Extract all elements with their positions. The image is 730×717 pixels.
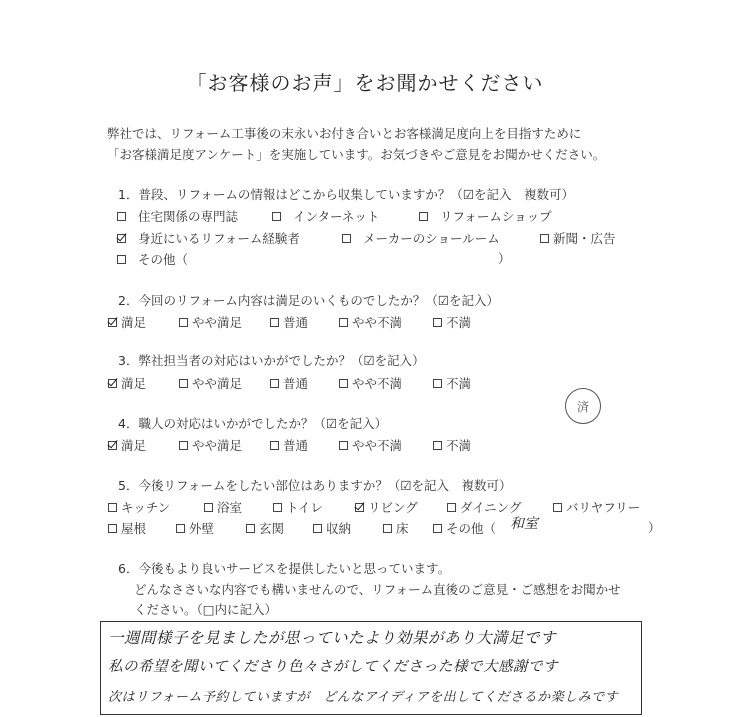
q1-other-close-paren: ） <box>498 251 511 266</box>
q5-option-kitchen[interactable]: キッチン <box>108 498 170 516</box>
q2-option-satisfied[interactable]: 満足 <box>108 313 146 331</box>
q5-option-exterior-wall[interactable]: 外壁 <box>176 519 214 537</box>
checkbox[interactable] <box>204 503 213 512</box>
q5-option-other[interactable]: その他（ <box>433 519 496 537</box>
checkbox[interactable] <box>447 503 456 512</box>
q4-option-somewhat-dissatisfied[interactable]: やや不満 <box>339 436 402 454</box>
q4-option-neutral[interactable]: 普通 <box>270 436 308 454</box>
checkbox[interactable] <box>433 524 442 533</box>
q4-option-satisfied[interactable]: 満足 <box>108 436 146 454</box>
checkbox-checked[interactable] <box>108 441 117 450</box>
checkbox[interactable] <box>270 318 279 327</box>
q3-option-dissatisfied[interactable]: 不満 <box>433 374 471 392</box>
checkbox[interactable] <box>246 524 255 533</box>
q3-option-somewhat-dissatisfied[interactable]: やや不満 <box>339 374 402 392</box>
q1-option-acquaintance[interactable]: 身近にいるリフォーム経験者 <box>117 229 300 247</box>
q5-option-barrier-free[interactable]: バリヤフリー <box>553 498 640 516</box>
q3-option-somewhat-satisfied[interactable]: やや満足 <box>179 374 242 392</box>
comment-line-1: 一週間様子を見ましたが思っていたより効果があり大満足です <box>108 629 557 647</box>
checkbox[interactable] <box>273 503 282 512</box>
q1-option-showroom[interactable]: メーカーのショールーム <box>342 229 500 247</box>
question-4: 4．職人の対応はいかがでしたか？（☑を記入） <box>118 416 388 431</box>
q1-option-reform-shop[interactable]: リフォームショップ <box>419 207 552 225</box>
checkbox-checked[interactable] <box>355 503 364 512</box>
q5-option-toilet[interactable]: トイレ <box>273 498 323 516</box>
q5-other-handwritten: 和室 <box>510 516 538 532</box>
q3-option-satisfied[interactable]: 満足 <box>108 374 146 392</box>
intro-line-1: 弊社では、リフォーム工事後の末永いお付き合いとお客様満足度向上を目指すために <box>107 126 582 141</box>
q3-option-neutral[interactable]: 普通 <box>270 374 308 392</box>
q5-option-living[interactable]: リビング <box>355 498 418 516</box>
q1-option-internet[interactable]: インターネット <box>272 207 379 225</box>
checkbox[interactable] <box>383 524 392 533</box>
checkbox[interactable] <box>419 212 428 221</box>
q1-option-newspaper[interactable]: 新聞・広告 <box>540 229 616 247</box>
checkbox[interactable] <box>176 524 185 533</box>
q5-other-close-paren: ） <box>648 520 661 535</box>
checkbox[interactable] <box>108 524 117 533</box>
intro-line-2: 「お客様満足度アンケート」を実施しています。お気づきやご意見をお聞かせください。 <box>107 147 606 162</box>
q2-option-dissatisfied[interactable]: 不満 <box>433 313 471 331</box>
checkbox[interactable] <box>179 318 188 327</box>
checkbox[interactable] <box>313 524 322 533</box>
question-6-sub-2: ください。（□内に記入） <box>134 602 278 617</box>
checkbox[interactable] <box>272 212 281 221</box>
checkbox[interactable] <box>339 441 348 450</box>
checkbox[interactable] <box>433 441 442 450</box>
q4-option-somewhat-satisfied[interactable]: やや満足 <box>179 436 242 454</box>
checkbox[interactable] <box>179 379 188 388</box>
question-6: 6．今後もより良いサービスを提供したいと思っています。 <box>118 561 450 576</box>
page-title: 「お客様のお声」をお聞かせください <box>186 71 544 95</box>
q2-option-somewhat-satisfied[interactable]: やや満足 <box>179 313 242 331</box>
question-6-sub-1: どんなささいな内容でも構いませんので、リフォーム直後のご意見・ご感想をお聞かせ <box>134 582 621 597</box>
q1-option-magazine[interactable]: 住宅関係の専門誌 <box>117 207 238 225</box>
checkbox[interactable] <box>117 212 126 221</box>
question-3: 3．弊社担当者の対応はいかがでしたか？（☑を記入） <box>118 353 425 368</box>
question-5: 5．今後リフォームをしたい部位はありますか？（☑を記入 複数可） <box>118 478 512 493</box>
q4-option-dissatisfied[interactable]: 不満 <box>433 436 471 454</box>
checkbox[interactable] <box>342 234 351 243</box>
checkbox[interactable] <box>179 441 188 450</box>
processed-stamp: 済 <box>565 388 601 424</box>
q5-option-entrance[interactable]: 玄関 <box>246 519 284 537</box>
checkbox[interactable] <box>433 318 442 327</box>
checkbox[interactable] <box>339 379 348 388</box>
question-1: 1．普段、リフォームの情報はどこから収集していますか？（☑を記入 複数可） <box>118 187 575 202</box>
q2-option-neutral[interactable]: 普通 <box>270 313 308 331</box>
comment-line-3: 次はリフォーム予約していますが どんなアイディアを出してくださるか楽しみです <box>108 690 619 705</box>
checkbox[interactable] <box>540 234 549 243</box>
q2-option-somewhat-dissatisfied[interactable]: やや不満 <box>339 313 402 331</box>
q5-option-dining[interactable]: ダイニング <box>447 498 522 516</box>
question-2: 2．今回のリフォーム内容は満足のいくものでしたか？（☑を記入） <box>118 293 500 308</box>
checkbox[interactable] <box>553 503 562 512</box>
checkbox[interactable] <box>270 441 279 450</box>
checkbox[interactable] <box>108 503 117 512</box>
checkbox-checked[interactable] <box>108 379 117 388</box>
checkbox[interactable] <box>339 318 348 327</box>
checkbox-checked[interactable] <box>117 234 126 243</box>
checkbox-checked[interactable] <box>108 318 117 327</box>
q5-option-bathroom[interactable]: 浴室 <box>204 498 242 516</box>
checkbox[interactable] <box>270 379 279 388</box>
q5-option-roof[interactable]: 屋根 <box>108 519 146 537</box>
q5-option-floor[interactable]: 床 <box>383 519 409 537</box>
checkbox[interactable] <box>433 379 442 388</box>
q1-option-other[interactable]: その他（ <box>117 250 188 268</box>
q5-option-storage[interactable]: 収納 <box>313 519 351 537</box>
comment-line-2: 私の希望を聞いてくださり色々さがしてくださった様で大感謝です <box>108 659 558 675</box>
checkbox[interactable] <box>117 255 126 264</box>
